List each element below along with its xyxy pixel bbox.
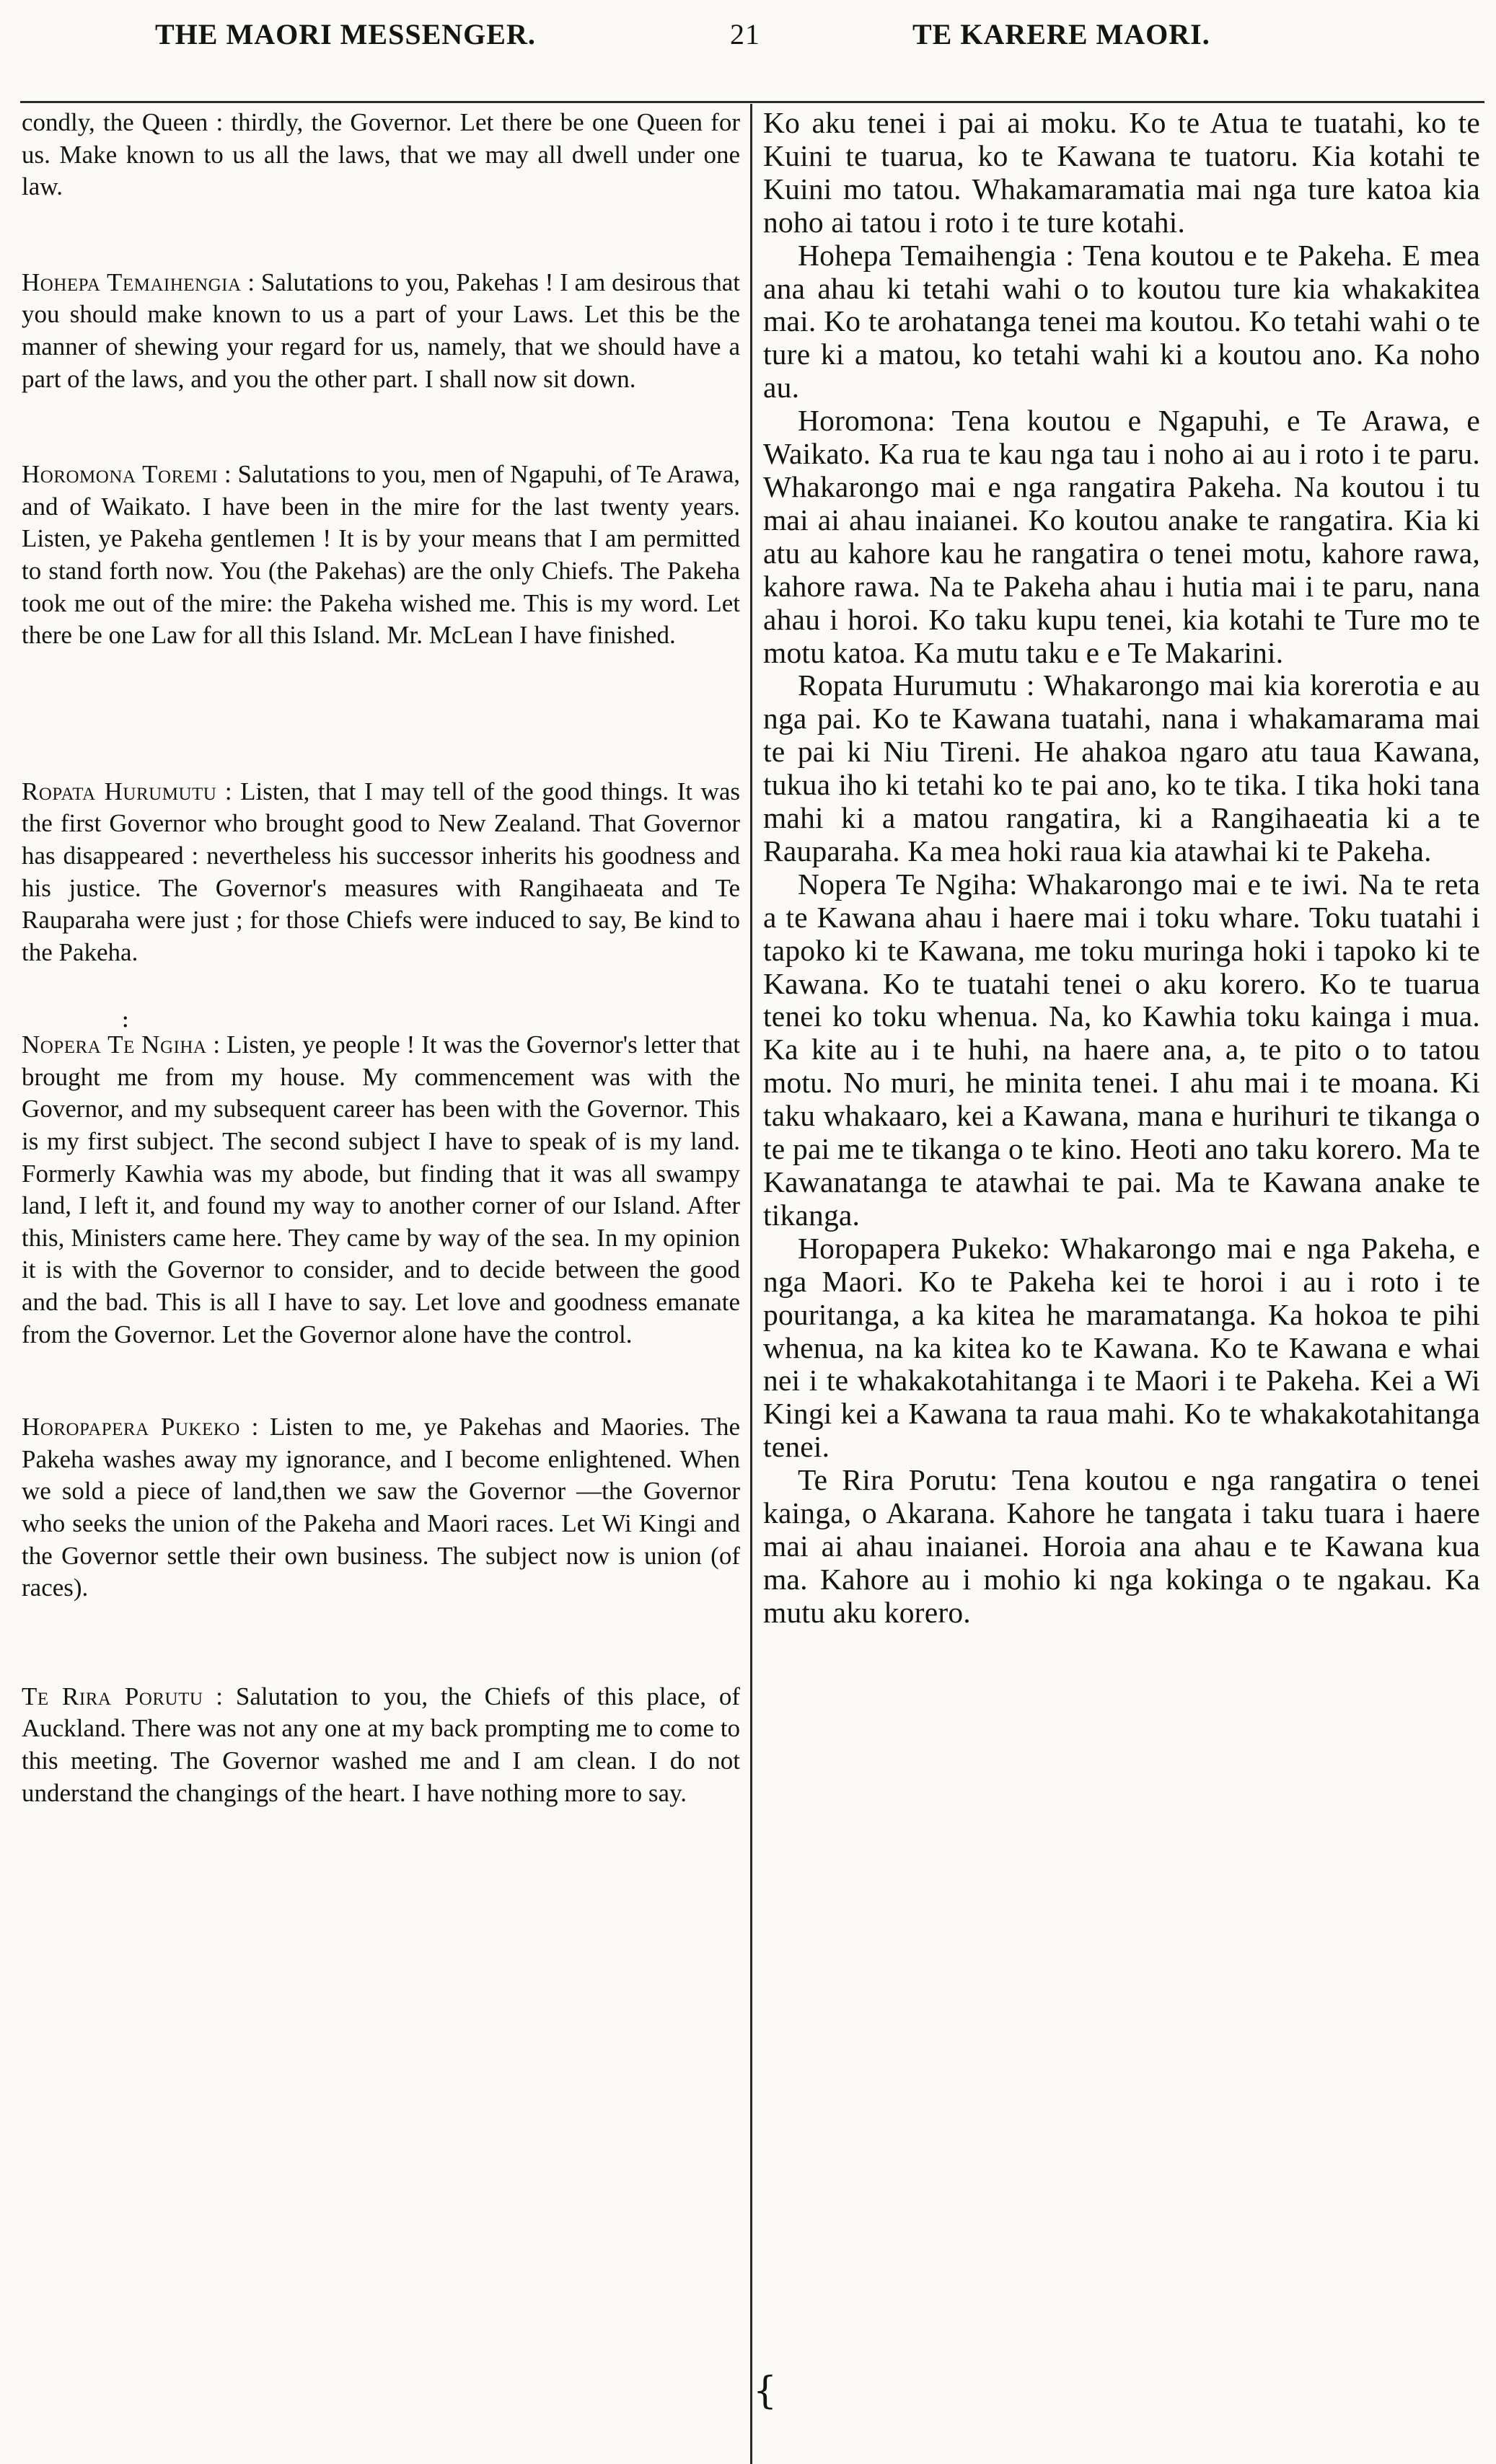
page-number: 21 [730,18,760,50]
speaker-name: Horopapera Pukeko: [798,1231,1051,1265]
english-paragraph-text: : Salutations to you, men of Ngapuhi, of Te Arawa, and of Waikato. I have been in the mire for the last twenty years. Listen, ye Pakeha gentlemen ! It is by your means that I am permitted to stand forth now. You (the Pakehas) are the only Chiefs. The Pakeha took me out of the mire: the Pakeha wished me. This is my word. Let there be one Law for all this Island. Mr. McLean I have finished. [22,460,740,650]
maori-paragraph-text: Tena koutou e Ngapuhi, e Te Arawa, e Waikato. Ka rua te kau nga tau i noho ai au i roto i te paru. Whakarongo mai e nga rangatira Pakeha. Na koutou i tu mai ai ahau inaianei. Ko koutou anake te rangatira. Kia ki atu au kahore kau he rangatira o tenei motu, kahore rawa, kahore rawa. Na te Pakeha ahau i hutia mai i te paru, nana ahau i horoi. Ko taku kupu tenei, kia kotahi te Ture mo te motu katoa. Ka mutu taku e e Te Makarini. [763,404,1480,669]
english-paragraph-text: : Listen, that I may tell of the good things. It was the first Governor who brought good to New Zealand. That Governor has disappeared : nevertheless his successor inherits his goodness and his justice. The Governor's measures with Rangihaeata and Te Rauparaha were just ; for those Chiefs were induced to say, Be kind to the Pakeha. [22,777,740,966]
speaker-name: Nopera Te Ngiha: [798,867,1018,901]
english-paragraph [22,1681,740,1809]
speaker-name: Horomona Toremi [22,460,219,489]
maori-paragraph-text: Whakarongo mai e te iwi. Na te reta a te Kawana ahau i haere mai i toku whare. Toku tuatahi i tapoko ki te Kawana, me toku muringa hoki i tapoko ki te Kawana. Ko te tuatahi tenei o aku korero. Ko te tuarua tenei ko toku whenua. Na, ko Kawhia toku kainga i mua. Ka kite au i te huhi, na haere ana, a, te pito o to tatou motu. No muri, he minita tenei. I ahu mai i te moana. Ki taku whakaaro, kei a Kawana, mana e hurihuri te tikanga o te pai me te tikanga o te kino. Heoti ano taku korero. Ma te Kawanatanga te atawhai te pai. Ma te Kawana anake te tikanga. [763,867,1480,1232]
speaker-name: Ropata Hurumutu : [798,668,1035,702]
english-column [22,107,740,2458]
maori-paragraph-text: Whakarongo mai e nga Pakeha, e nga Maori. Ko te Pakeha kei te horoi i au i roto i te pouritanga, a ka kitea he maramatanga. Ka hokoa te pihi whenua, na ka kitea ko te Kawana. Ko te Kawana e whai nei i te whakakotahitanga i te Maori i te Pakeha. Kei a Wi Kingi kei a Kawana ta raua mahi. Ko te whakakotahitanga tenei. [763,1231,1480,1464]
maori-paragraph-text: Ko aku tenei i pai ai moku. Ko te Atua te tuatahi, ko te Kuini te tuarua, ko te Kawana te tuatoru. Kia kotahi te Kuini mo tatou. Whakamaramatia mai nga ture katoa kia noho ai tatou i roto i te ture kotahi. [763,107,1480,239]
english-paragraph [22,1411,740,1604]
english-paragraph-text: : Salutation to you, the Chiefs of this place, of Auckland. There was not any one at my back prompting me to come to this meeting. The Governor washed me and I am clean. I do not understand the changings of the heart. I have nothing more to say. [22,1682,740,1807]
english-paragraph-text: : Listen, ye people ! It was the Governor's letter that brought me from my house. My commencement was with the Governor, and my subsequent career has been with the Governor. This is my first subject. The second subject I have to speak of is my land. Formerly Kawhia was my abode, but finding that it was all swampy land, I left it, and found my way to another corner of our Island. After this, Ministers came here. They came by way of the sea. In my opinion it is with the Governor to consider, and to decide between the good and the bad. This is all I have to say. Let love and goodness emanate from the Governor. Let the Governor alone have the control. [22,1030,740,1348]
speaker-name: Hohepa Temaihengia [22,268,242,296]
english-paragraph [22,107,740,203]
maori-paragraph-text: Tena koutou e te Pakeha. E mea ana ahau ki tetahi wahi o to koutou ture kia whakakitea mai. Ko te arohatanga tenei ma koutou. Ko tetahi wahi o te ture ki a matou, ko tetahi wahi ki a koutou ano. Ka noho au. [763,238,1480,405]
english-paragraph [22,267,740,395]
english-paragraph-text: : Salutations to you, Pakehas ! I am desirous that you should make known to us a part of your Laws. Let this be the manner of shewing your regard for us, namely, that we should have a part of the laws, and you the other part. I shall now sit down. [22,268,740,393]
maori-paragraph [763,239,1480,405]
maori-paragraph [763,1464,1480,1630]
speaker-name: Horomona: [798,404,936,438]
maori-paragraph [763,868,1480,1232]
speaker-name: Hohepa Temaihengia : [798,238,1075,272]
maori-paragraph-text: Whakarongo mai kia korerotia e au nga pai. Ko te Kawana tuatahi, nana i whakamarama mai te pai ki Niu Tireni. He ahakoa ngaro atu taua Kawana, tukua iho ki tetahi ko te pai ano, ko te tika. I tika hoki tana mahi ki a matou rangatira, ki a Rangihaeatia ki a te Rauparaha. Ka mea hoki raua kia atawhai ki te Pakeha. [763,668,1480,867]
speaker-name: Te Rira Porutu [22,1682,203,1710]
english-paragraph [22,1029,740,1351]
maori-paragraph [763,1232,1480,1464]
english-paragraph [22,459,740,652]
speaker-name: Horopapera Pukeko [22,1413,240,1441]
maori-paragraph [763,405,1480,669]
speaker-name: Te Rira Porutu: [798,1463,998,1497]
speaker-name: Ropata Hurumutu [22,777,217,805]
maori-paragraph-text: Tena koutou e nga rangatira o tenei kainga, o Akarana. Kahore he tangata i taku tuara i haere mai ai ahau inaianei. Horoia ana ahau e te Kawana kua ma. Kahore au i mohio ki nga kokinga o te ngakau. Ka mutu aku korero. [763,1463,1480,1629]
column-divider [750,104,752,2464]
header-rule [20,101,1484,103]
maori-paragraph [763,107,1480,239]
english-paragraph [22,776,740,969]
maori-paragraph [763,669,1480,867]
english-paragraph-text: : Listen to me, ye Pakehas and Maories. The Pakeha washes away my ignorance, and I become enlightened. When we sold a piece of land,then we saw the Governor —the Governor who seeks the union of the Pakeha and Maori races. Let Wi Kingi and the Governor settle their own business. The subject now is union (of races). [22,1413,740,1602]
margin-brace-mark: { [753,2370,778,2413]
english-paragraph-text: condly, the Queen : thirdly, the Governor. Let there be one Queen for us. Make known to us all the laws, that we may all dwell under one law. [22,108,740,201]
maori-column [763,107,1480,2459]
stray-colon-mark: : [121,1004,130,1033]
running-head-english-title: THE MAORI MESSENGER. [155,18,536,50]
speaker-name: Nopera Te Ngiha [22,1030,207,1059]
running-head-maori-title: TE KARERE MAORI. [912,18,1210,50]
